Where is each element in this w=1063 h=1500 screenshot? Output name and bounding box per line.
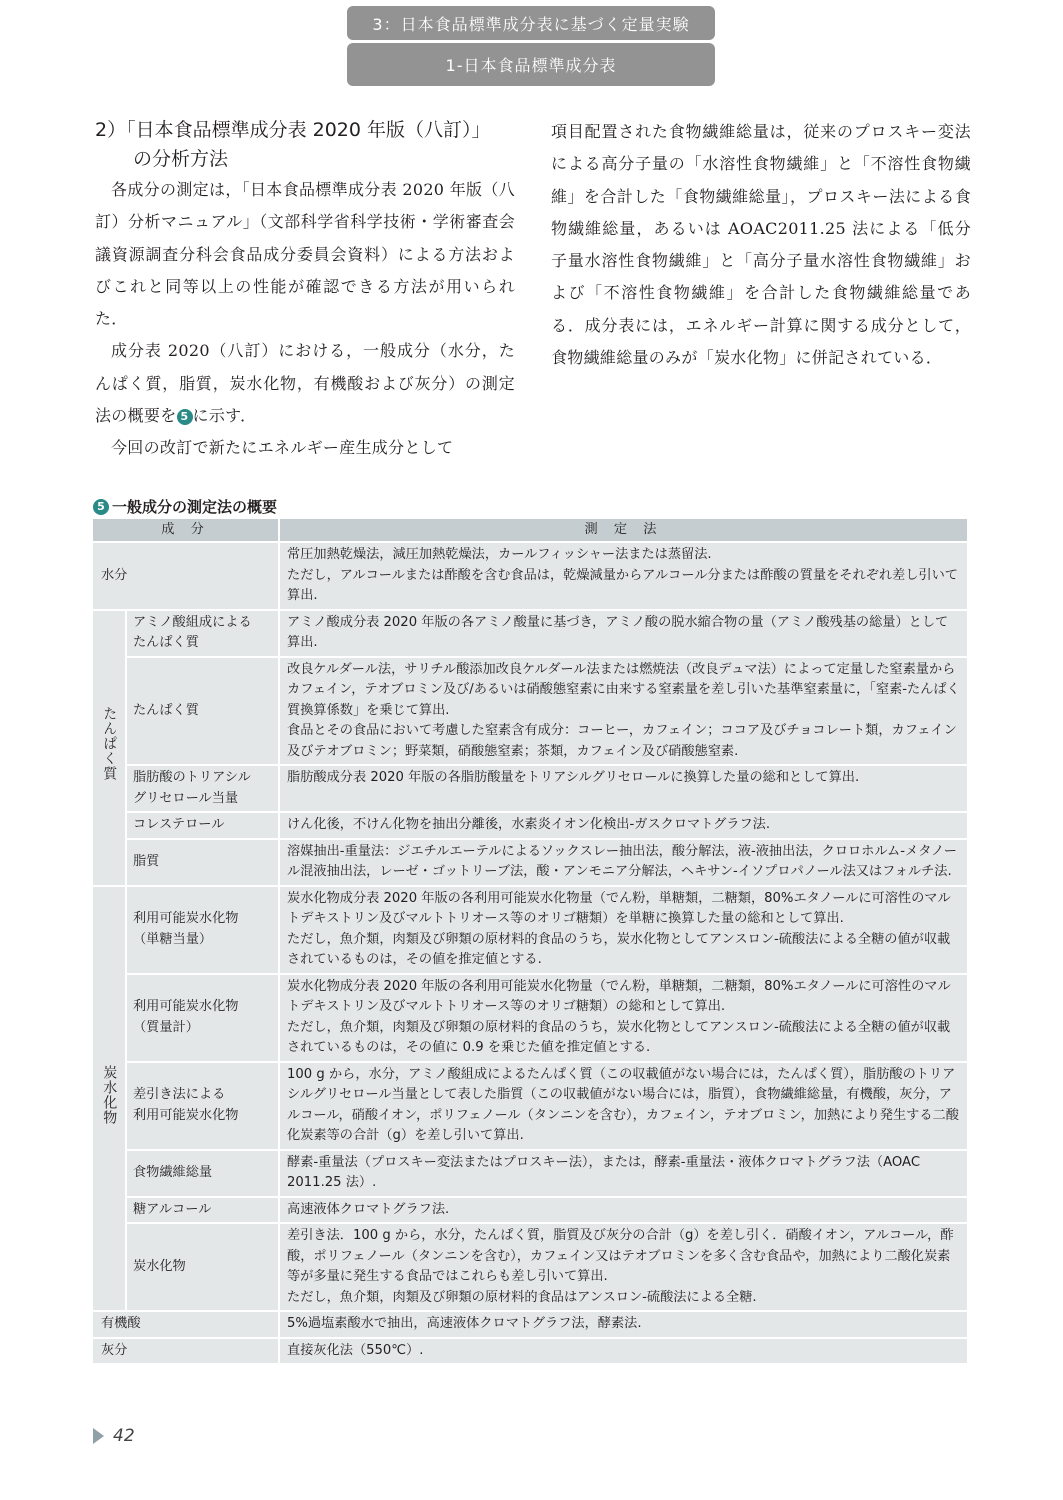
table-row <box>93 1339 969 1366</box>
table-row <box>93 975 969 1063</box>
page-footer <box>93 1426 135 1446</box>
row-name: 炭水化物 <box>127 1224 280 1312</box>
row-method: 5%過塩素酸水で抽出，高速液体クロマトグラフ法，酵素法. <box>280 1312 969 1339</box>
paragraph-2 <box>95 335 515 432</box>
left-column <box>95 116 515 465</box>
table-row <box>93 766 969 813</box>
table-row <box>93 813 969 840</box>
row-name: 利用可能炭水化物 （質量計） <box>127 975 280 1063</box>
row-method: 高速液体クロマトグラフ法. <box>280 1198 969 1225</box>
row-method: けん化後，不けん化物を抽出分離後，水素炎イオン化検出-ガスクロマトグラフ法. <box>280 813 969 840</box>
row-name: 有機酸 <box>93 1312 280 1339</box>
header-component: 成 分 <box>93 519 280 543</box>
group-label-text: 炭水化物 <box>101 1064 118 1125</box>
row-method: 常圧加熱乾燥法，減圧加熱乾燥法，カールフィッシャー法または蒸留法. ただし，アルコールまたは酢酸を含む食品は，乾燥減量からアルコール分または酢酸の質量をそれぞれ差し引いて算出. <box>280 543 969 611</box>
paragraph-right: 項目配置された食物繊維総量は，従来のプロスキー変法による高分子量の「水溶性食物繊維」と「不溶性食物繊維」を合計した「食物繊維総量」，プロスキー法による食物繊維総量，あるいは AOAC2011.25 法による「低分子量水溶性食物繊維」と「高分子量水溶性食物繊維」および「不溶性食物繊維」を合計した食物繊維総量である．成分表には，エネルギー計算に関する成分として，食物繊維総量のみが「炭水化物」に併記されている． <box>551 122 971 368</box>
row-method: 脂肪酸成分表 2020 年版の各脂肪酸量をトリアシルグリセロールに換算した量の総和として算出. <box>280 766 969 813</box>
paragraph-2-tail: に示す． <box>192 406 257 426</box>
row-name: たんぱく質 <box>127 658 280 767</box>
paragraph-1: 各成分の測定は，「日本食品標準成分表 2020 年版（八訂）分析マニュアル」（文部科学省科学技術・学術審査会議資源調査分科会食品成分委員会資料）による方法およびこれと同等以上の性能が確認できる方法が用いられた． <box>95 180 515 329</box>
table-row <box>93 840 969 887</box>
row-name: 灰分 <box>93 1339 280 1366</box>
row-method: 溶媒抽出-重量法：ジエチルエーテルによるソックスレー抽出法，酸分解法，液-液抽出法，クロロホルム-メタノール混液抽出法，レーゼ・ゴットリーブ法，酸・アンモニア分解法，ヘキサン-イソプロパノール法又はフォルチ法. <box>280 840 969 887</box>
row-name: コレステロール <box>127 813 280 840</box>
header-method: 測 定 法 <box>280 519 969 543</box>
group-label-protein <box>93 611 127 887</box>
group-label-carb <box>93 887 127 1313</box>
table-header-row <box>93 519 969 543</box>
table-row <box>93 1224 969 1312</box>
paragraph-3: 今回の改訂で新たにエネルギー産生成分として <box>111 438 454 458</box>
row-name: 糖アルコール <box>127 1198 280 1225</box>
right-column <box>551 116 971 374</box>
row-name: 食物繊維総量 <box>127 1151 280 1198</box>
row-method: 差引き法．100 g から，水分，たんぱく質，脂質及び灰分の合計（g）を差し引く．硝酸イオン，アルコール，酢酸，ポリフェノール（タンニンを含む），カフェイン又はテオブロミンを多く含む食品や，加熱により二酸化炭素等が多量に発生する食品ではこれらも差し引いて算出. ただし，魚介類，肉類及び卵類の原材料的食品はアンスロン-硫酸法による全糖. <box>280 1224 969 1312</box>
table-row <box>93 658 969 767</box>
row-method: 炭水化物成分表 2020 年版の各利用可能炭水化物量（でん粉，単糖類，二糖類，80%エタノールに可溶性のマルトデキストリン及びマルトトリオース等のオリゴ糖類）の総和として算出. ただし，魚介類，肉類及び卵類の原材料的食品のうち，炭水化物としてアンスロン-硫酸法による全糖の値が収載されているものは，その値に 0.9 を乗じた値を推定値とする. <box>280 975 969 1063</box>
table-row <box>93 1151 969 1198</box>
table-row <box>93 1198 969 1225</box>
paragraph-2-text: 成分表 2020（八訂）における，一般成分（水分，たんぱく質，脂質，炭水化物，有機酸および灰分）の測定法の概要を <box>95 341 515 426</box>
row-method: 100 g から，水分，アミノ酸組成によるたんぱく質（この収載値がない場合には，たんぱく質），脂肪酸のトリアシルグリセロール当量として表した脂質（この収載値がない場合には，脂質），食物繊維総量，有機酸，灰分，アルコール，硝酸イオン，ポリフェノール（タンニンを含む），カフェイン，テオブロミン，加熱により発生する二酸化炭素等の合計（g）を差し引いて算出. <box>280 1063 969 1151</box>
table-row <box>93 1312 969 1339</box>
row-name: 利用可能炭水化物 （単糖当量） <box>127 887 280 975</box>
page-number: 42 <box>113 1426 135 1446</box>
figure-number-badge: 5 <box>93 499 109 515</box>
methods-table <box>93 519 969 1365</box>
figure-title-text: 一般成分の測定法の概要 <box>112 498 278 516</box>
row-name: 脂質 <box>127 840 280 887</box>
table-row <box>93 543 969 611</box>
row-method: 炭水化物成分表 2020 年版の各利用可能炭水化物量（でん粉，単糖類，二糖類，80%エタノールに可溶性のマルトデキストリン及びマルトトリオース等のオリゴ糖類）を単糖に換算した量の総和として算出. ただし，魚介類，肉類及び卵類の原材料的食品のうち，炭水化物としてアンスロン-硫酸法による全糖の値が収載されているものは，その値を推定値とする. <box>280 887 969 975</box>
table-row <box>93 1063 969 1151</box>
row-method: 直接灰化法（550℃）. <box>280 1339 969 1366</box>
row-method: 改良ケルダール法，サリチル酸添加改良ケルダール法または燃焼法（改良デュマ法）によって定量した窒素量からカフェイン，テオブロミン及び/あるいは硝酸態窒素に由来する窒素量を差し引いた基準窒素量に，「窒素-たんぱく質換算係数」を乗じて算出. 食品とその食品において考慮した窒素含有成分：コーヒー，カフェイン；ココア及びチョコレート類，カフェイン及びテオブロミン；野菜類，硝酸態窒素；茶類，カフェイン及び硝酸態窒素. <box>280 658 969 767</box>
row-method: アミノ酸成分表 2020 年版の各アミノ酸量に基づき，アミノ酸の脱水縮合物の量（アミノ酸残基の総量）として算出. <box>280 611 969 658</box>
table-row <box>93 611 969 658</box>
chapter-tab: 3：日本食品標準成分表に基づく定量実験 <box>347 6 715 40</box>
group-label-text: たんぱく質 <box>101 706 118 782</box>
figure-title <box>93 496 277 517</box>
section-title-line1: 2）「日本食品標準成分表 2020 年版（八訂）」 <box>95 119 491 141</box>
row-method: 酵素-重量法（プロスキー変法またはプロスキー法），または，酵素-重量法・液体クロマトグラフ法（AOAC 2011.25 法）. <box>280 1151 969 1198</box>
figure-ref-badge: 5 <box>177 409 193 425</box>
section-title-line2: の分析方法 <box>133 148 229 170</box>
row-name: 差引き法による 利用可能炭水化物 <box>127 1063 280 1151</box>
section-tab: 1-日本食品標準成分表 <box>347 43 715 86</box>
page-marker-icon <box>93 1428 104 1444</box>
row-name: アミノ酸組成による たんぱく質 <box>127 611 280 658</box>
table-row <box>93 887 969 975</box>
row-name: 脂肪酸のトリアシル グリセロール当量 <box>127 766 280 813</box>
row-name: 水分 <box>93 543 280 611</box>
section-title <box>95 116 515 174</box>
